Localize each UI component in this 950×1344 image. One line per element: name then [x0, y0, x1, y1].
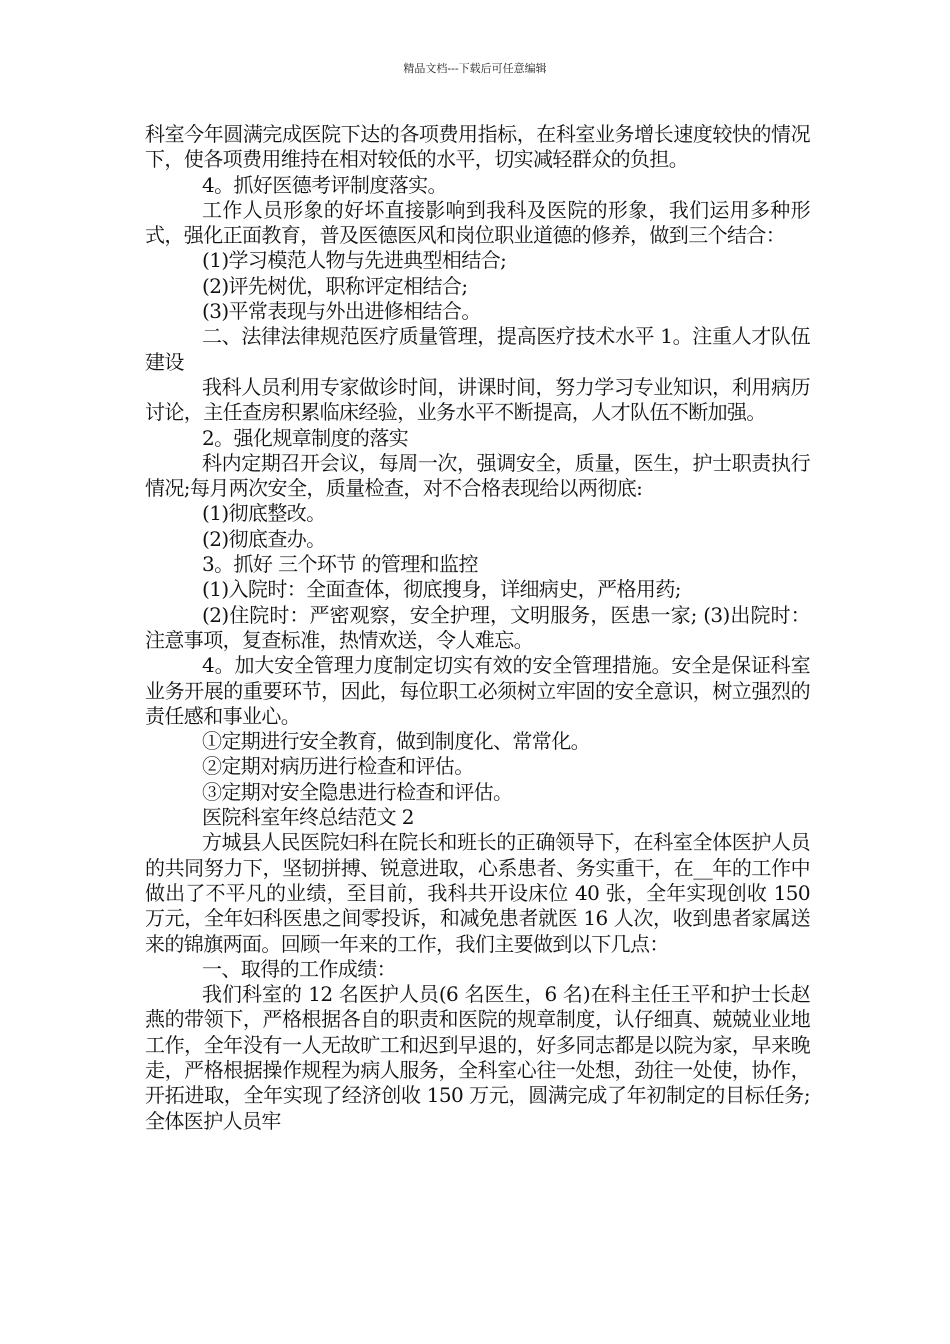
- document-body: [145, 122, 810, 1134]
- paragraph: ①定期进行安全教育，做到制度化、常常化。: [202, 729, 590, 754]
- page-header: 精品文档---下载后可任意编辑: [403, 62, 547, 75]
- paragraph: 2。强化规章制度的落实: [202, 425, 409, 450]
- paragraph: (2)评先树优，职称评定相结合;: [202, 273, 468, 298]
- article-title: 医院科室年终总结范文 2: [202, 805, 414, 830]
- paragraph: 4。加大安全管理力度制定切实有效的安全管理措施。安全是保证科室业务开展的重要环节，因此，每位职工必须树立牢固的安全意识，树立强烈的责任感和事业心。: [145, 653, 810, 728]
- paragraph: 科内定期召开会议，每周一次，强调安全，质量，医生，护士职责执行情况;每月两次安全，质量检查，对不合格表现给以两彻底:: [145, 450, 810, 501]
- paragraph: 3。抓好 三个环节 的管理和监控: [202, 552, 478, 577]
- paragraph: 我们科室的 12 名医护人员(6 名医生，6 名)在科主任王平和护士长赵燕的带领下，严格根据各自的职责和医院的规章制度，认仔细真、兢兢业业地工作，全年没有一人无故旷工和迟到早退的，好多同志都是以院为家，早来晚走，严格根据操作规程为病人服务，全科室心往一处想，劲往一处使，协作，开拓进取，全年实现了经济创收 150 万元，圆满完成了年初制定的目标任务;全体医护人员牢: [145, 982, 810, 1133]
- paragraph: (3)平常表现与外出进修相结合。: [202, 299, 481, 324]
- paragraph: ②定期对病历进行检查和评估。: [202, 754, 474, 779]
- paragraph: (2)彻底查办。: [202, 526, 326, 551]
- paragraph: 科室今年圆满完成医院下达的各项费用指标，在科室业务增长速度较快的情况下，使各项费用维持在相对较低的水平，切实减轻群众的负担。: [145, 122, 810, 172]
- paragraph: ③定期对安全隐患进行检查和评估。: [202, 779, 513, 804]
- section-heading: 一、取得的工作成绩：: [202, 956, 396, 981]
- paragraph: (1)彻底整改。: [202, 501, 326, 526]
- paragraph: (1)入院时：全面查体，彻底搜身，详细病史，严格用药;: [202, 577, 681, 602]
- paragraph: 方城县人民医院妇科在院长和班长的正确领导下，在科室全体医护人员的共同努力下，坚韧拼搏、锐意进取，心系患者、务实重干，在__年的工作中做出了不平凡的业绩，至目前，我科共开设床位 40 张，全年实现创收 150 万元，全年妇科医患之间零投诉，和减免患者就医 16 人次，收到患者家属送来的锦旗两面。回顾一年来的工作，我们主要做到以下几点：: [145, 830, 810, 956]
- paragraph: (1)学习模范人物与先进典型相结合;: [202, 248, 507, 273]
- paragraph: 4。抓好医德考评制度落实。: [202, 172, 447, 197]
- paragraph: 工作人员形象的好坏直接影响到我科及医院的形象，我们运用多种形式，强化正面教育，普及医德医风和岗位职业道德的修养，做到三个结合：: [145, 197, 810, 248]
- section-heading: 二、法律法律规范医疗质量管理，提高医疗技术水平 1。注重人才队伍建设: [145, 324, 810, 374]
- paragraph: (2)住院时：严密观察，安全护理，文明服务，医患一家; (3)出院时：注意事项，复查标准，热情欢送，令人难忘。: [145, 602, 810, 652]
- paragraph: 我科人员利用专家做诊时间，讲课时间，努力学习专业知识，利用病历讨论，主任查房积累临床经验，业务水平不断提高，人才队伍不断加强。: [145, 374, 810, 425]
